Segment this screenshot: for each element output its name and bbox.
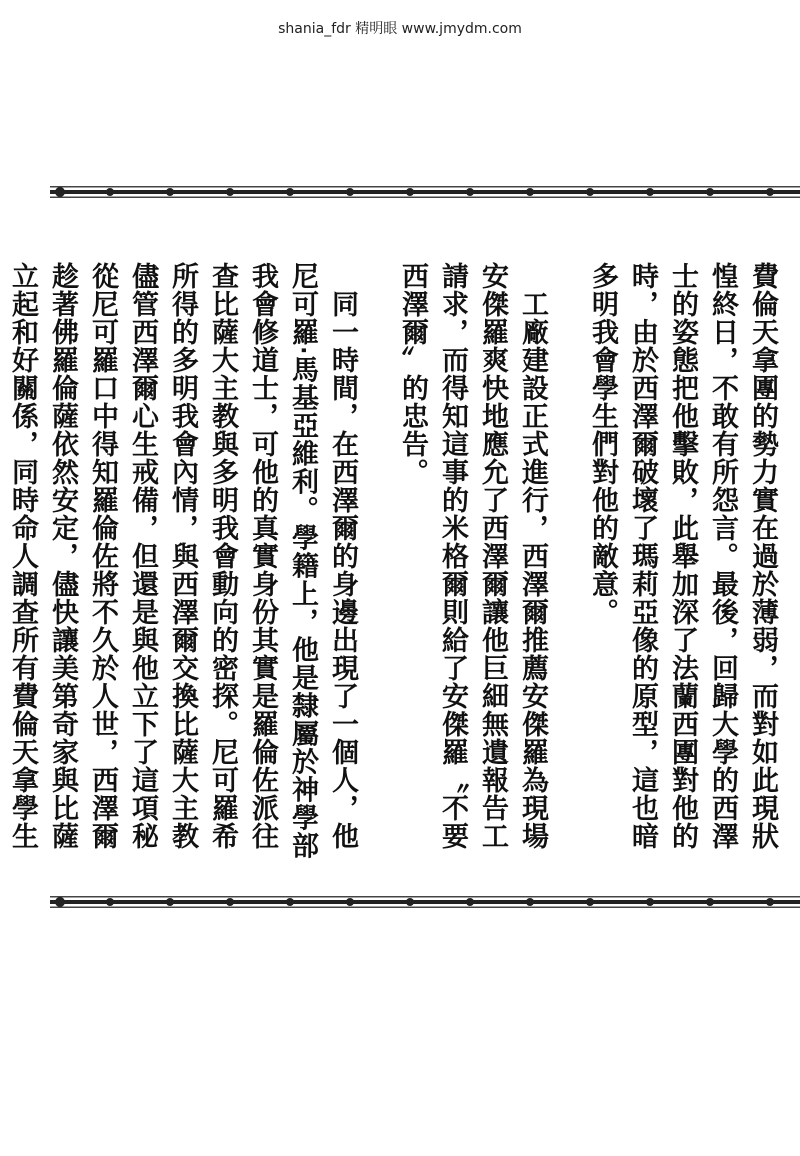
- vertical-text-body: [0, 262, 782, 862]
- text-column: 尼可羅‧馬基亞維利。學籍上，他是隸屬於神學部: [287, 262, 318, 860]
- text-column: 士的姿態把他擊敗，此舉加深了法蘭西團對他的: [667, 262, 698, 850]
- text-column: 儘管西澤爾心生戒備，但還是與他立下了這項秘: [127, 262, 158, 850]
- watermark-header: shania_fdr 精明眼 www.jmydm.com: [278, 21, 522, 37]
- text-column: 西澤爾〞的忠告。: [397, 262, 428, 486]
- ornamental-rule-bottom: [50, 893, 800, 911]
- text-column: 趁著佛羅倫薩依然安定，儘快讓美第奇家與比薩: [47, 262, 78, 850]
- text-column: 我會修道士，可他的真實身份其實是羅倫佐派往: [247, 262, 278, 850]
- text-column: 多明我會學生們對他的敵意。: [587, 262, 618, 626]
- text-column: 費倫天拿團的勢力實在過於薄弱，而對如此現狀: [747, 262, 778, 850]
- text-column: 工廠建設正式進行，西澤爾推薦安傑羅為現場: [517, 290, 548, 850]
- text-column: 從尼可羅口中得知羅倫佐將不久於人世，西澤爾: [87, 262, 118, 850]
- ornamental-rule-top: [50, 183, 800, 201]
- text-column: 惶終日，不敢有所怨言。最後，回歸大學的西澤: [707, 262, 738, 850]
- text-column: 安傑羅爽快地應允了西澤爾讓他巨細無遺報告工: [477, 262, 508, 850]
- text-column: 請求，而得知這事的米格爾則給了安傑羅〝不要: [437, 262, 468, 850]
- text-column: 同一時間，在西澤爾的身邊出現了一個人，他: [327, 290, 358, 850]
- text-column: 查比薩大主教與多明我會動向的密探。尼可羅希: [207, 262, 238, 850]
- text-column: 立起和好關係，同時命人調查所有費倫天拿學生: [7, 262, 38, 850]
- text-column: 時，由於西澤爾破壞了瑪莉亞像的原型，這也暗: [627, 262, 658, 850]
- text-column: 所得的多明我會內情，與西澤爾交換比薩大主教: [167, 262, 198, 850]
